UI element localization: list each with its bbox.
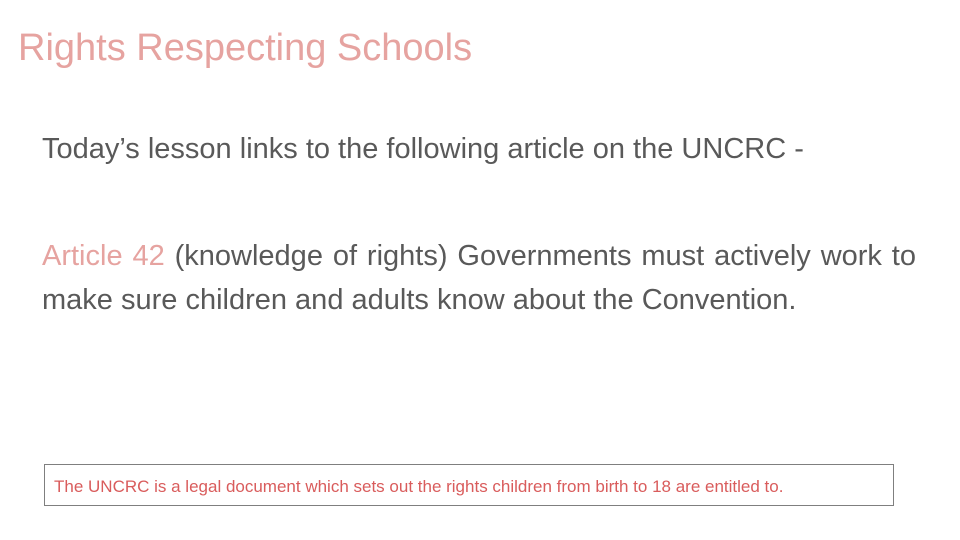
article-paragraph — [42, 234, 916, 322]
intro-text: Today’s lesson links to the following article on the UNCRC - — [42, 133, 804, 165]
article-description: (knowledge of rights) Governments must actively work to make sure children and adults know about the Convention. — [42, 240, 916, 316]
note-text: The UNCRC is a legal document which sets out the rights children from birth to 18 are entitled to. — [54, 477, 784, 496]
article-reference: Article 42 — [42, 240, 165, 272]
slide-title: Rights Respecting Schools — [18, 27, 473, 69]
note-box — [44, 464, 894, 506]
